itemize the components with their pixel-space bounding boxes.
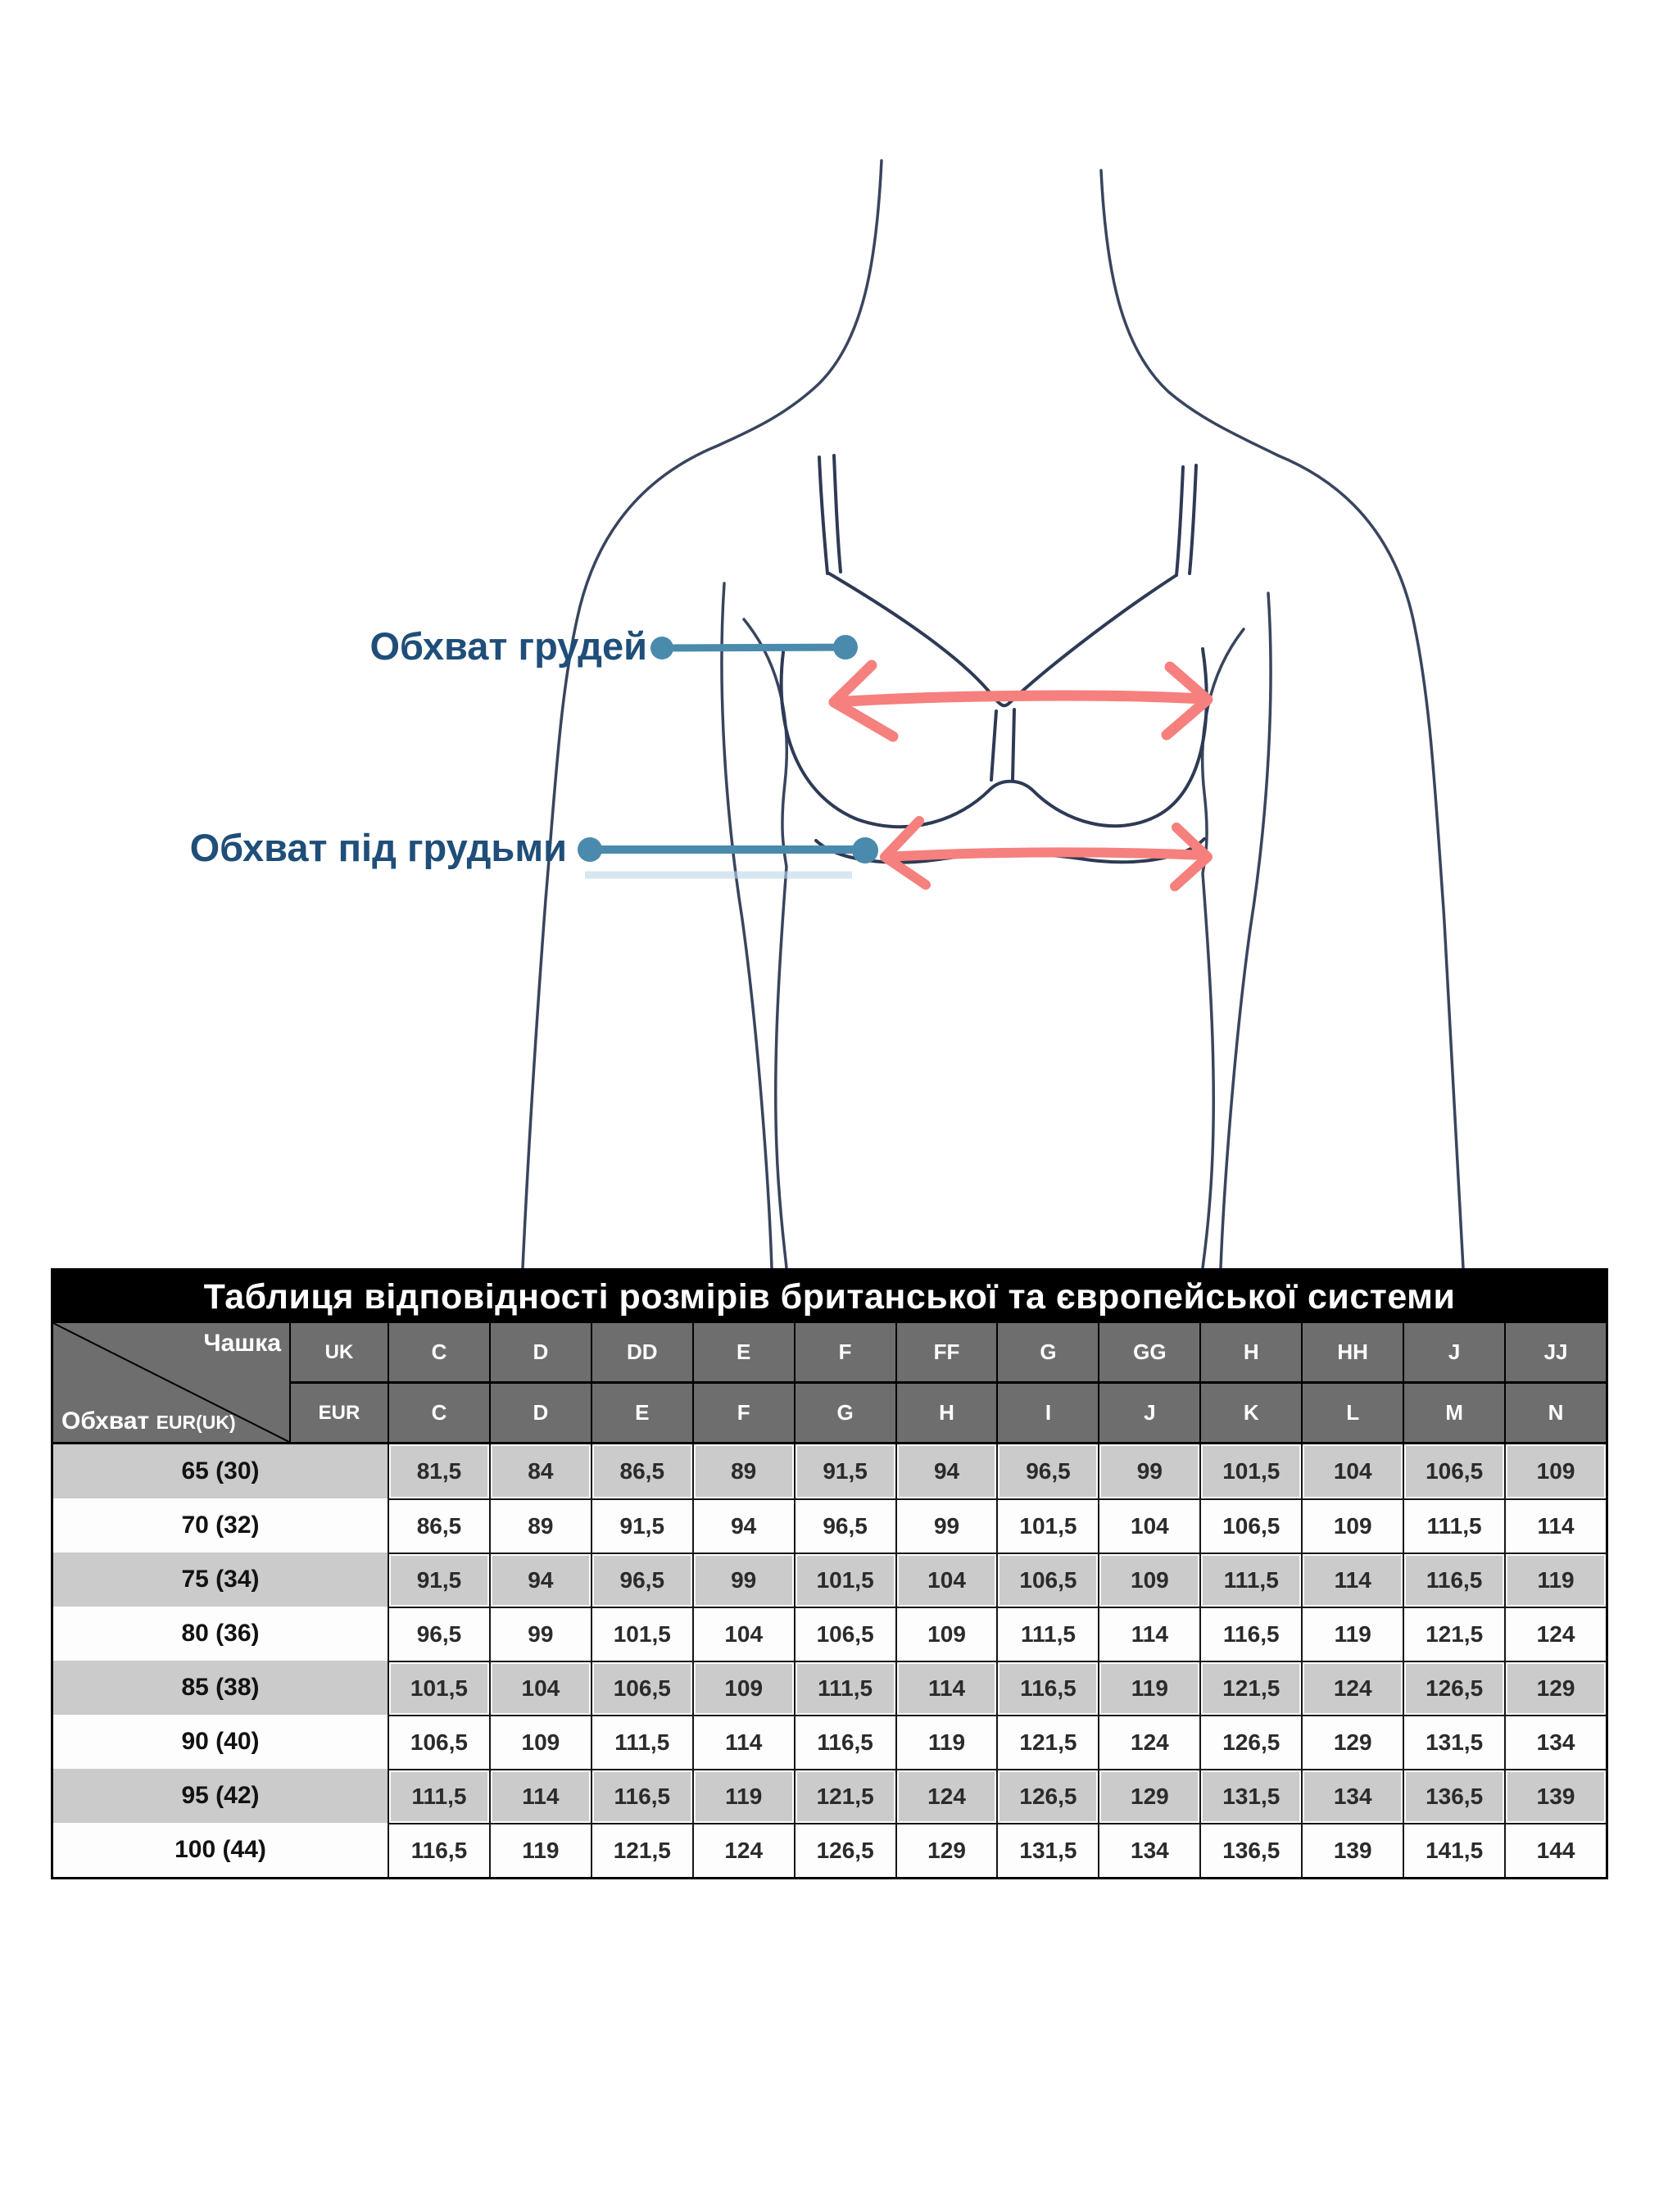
size-value-cell: 111,5 [1199,1552,1301,1607]
size-value-cell: 119 [692,1769,794,1823]
uk-cup-header: F [794,1323,895,1384]
cup-top-edges [829,573,1176,705]
center-gore-line-1 [991,711,996,780]
size-value-cell: 114 [1504,1498,1606,1552]
size-value-cell: 89 [692,1444,794,1498]
left-strap-line-2 [834,456,841,572]
size-value-cell: 104 [1301,1444,1403,1498]
size-value-cell: 114 [1098,1607,1199,1661]
size-value-cell: 94 [489,1552,591,1607]
band-row-label: 95 (42) [53,1769,388,1823]
size-value-cell: 114 [489,1769,591,1823]
underbust-pointer-dot-left [578,837,602,862]
eur-cup-header: N [1504,1384,1606,1444]
size-value-cell: 96,5 [591,1552,692,1607]
size-value-cell: 116,5 [1403,1552,1504,1607]
size-value-cell: 136,5 [1403,1769,1504,1823]
uk-cup-header: D [489,1323,591,1384]
eur-cup-header: G [794,1384,895,1444]
right-arm-inner-line [1221,593,1271,1268]
size-value-cell: 94 [895,1444,997,1498]
eur-cup-header: K [1199,1384,1301,1444]
size-value-cell: 104 [895,1552,997,1607]
size-value-cell: 129 [1098,1769,1199,1823]
center-gore-line-2 [1013,709,1014,780]
size-value-cell: 119 [1098,1661,1199,1715]
size-value-cell: 139 [1301,1823,1403,1877]
size-value-cell: 124 [1504,1607,1606,1661]
size-value-cell: 106,5 [591,1661,692,1715]
underbust-arrow [885,821,1208,886]
band-row-label: 80 (36) [53,1607,388,1661]
size-value-cell: 111,5 [794,1661,895,1715]
uk-cup-header: JJ [1504,1323,1606,1384]
corner-cell [53,1323,291,1444]
size-value-cell: 119 [895,1715,997,1769]
size-value-cell: 86,5 [591,1444,692,1498]
size-value-cell: 101,5 [591,1607,692,1661]
size-value-cell: 116,5 [996,1661,1098,1715]
size-value-cell: 116,5 [794,1715,895,1769]
corner-cup-label: Чашка [203,1330,281,1357]
size-value-cell: 119 [1301,1607,1403,1661]
size-value-cell: 121,5 [591,1823,692,1877]
uk-cup-header: C [388,1323,489,1384]
band-row-label: 70 (32) [53,1498,388,1552]
eur-system-label: EUR [291,1384,388,1444]
size-value-cell: 109 [895,1607,997,1661]
bust-label: Обхват грудей [369,624,647,668]
size-value-cell: 99 [895,1498,997,1552]
uk-cup-header: E [692,1323,794,1384]
size-value-cell: 114 [895,1661,997,1715]
eur-cup-header: F [692,1384,794,1444]
right-arm-outer-line [1278,456,1463,1268]
band-row-label: 100 (44) [53,1823,388,1877]
size-value-cell: 109 [1301,1498,1403,1552]
size-value-cell: 121,5 [794,1769,895,1823]
size-value-cell: 84 [489,1444,591,1498]
band-row-label: 75 (34) [53,1552,388,1607]
band-row-label: 65 (30) [53,1444,388,1498]
left-arm-inner-line [722,583,772,1268]
size-value-cell: 111,5 [388,1769,489,1823]
size-value-cell: 126,5 [1199,1715,1301,1769]
size-value-cell: 124 [895,1769,997,1823]
eur-cup-header: L [1301,1384,1403,1444]
neck-left-line [718,161,882,446]
size-value-cell: 124 [1098,1715,1199,1769]
size-value-cell: 111,5 [591,1715,692,1769]
size-grid [53,1323,1606,1877]
size-value-cell: 119 [1504,1552,1606,1607]
size-value-cell: 109 [489,1715,591,1769]
underbust-pointer-dot-right [852,837,878,863]
size-value-cell: 134 [1098,1823,1199,1877]
eur-cup-header: E [591,1384,692,1444]
size-value-cell: 109 [1504,1444,1606,1498]
bust-arrow [834,665,1208,737]
size-value-cell: 129 [895,1823,997,1877]
size-value-cell: 111,5 [996,1607,1098,1661]
size-value-cell: 96,5 [996,1444,1098,1498]
band-row-label: 85 (38) [53,1661,388,1715]
neck-right-line [1101,170,1278,456]
size-value-cell: 114 [692,1715,794,1769]
size-value-cell: 134 [1301,1769,1403,1823]
eur-cup-header: J [1098,1384,1199,1444]
size-value-cell: 126,5 [1403,1661,1504,1715]
eur-cup-header: I [996,1384,1098,1444]
size-value-cell: 106,5 [996,1552,1098,1607]
eur-cup-header: C [388,1384,489,1444]
size-value-cell: 106,5 [1403,1444,1504,1498]
size-value-cell: 104 [1098,1498,1199,1552]
size-value-cell: 106,5 [388,1715,489,1769]
size-value-cell: 116,5 [388,1823,489,1877]
size-value-cell: 91,5 [794,1444,895,1498]
size-value-cell: 101,5 [794,1552,895,1607]
size-value-cell: 91,5 [591,1498,692,1552]
bust-arrow-shaft [834,696,1204,702]
size-value-cell: 134 [1504,1715,1606,1769]
size-value-cell: 106,5 [1199,1498,1301,1552]
bust-pointer-line [650,635,858,660]
size-value-cell: 96,5 [388,1607,489,1661]
size-value-cell: 94 [692,1498,794,1552]
size-value-cell: 96,5 [794,1498,895,1552]
bust-pointer-dot-right [833,635,858,660]
uk-cup-header: HH [1301,1323,1403,1384]
size-value-cell: 101,5 [1199,1444,1301,1498]
uk-cup-header: H [1199,1323,1301,1384]
right-strap-line-1 [1176,467,1183,575]
right-strap-line-2 [1190,465,1196,573]
corner-band-label: Обхват EUR(UK) [61,1407,236,1435]
torso-outline [523,161,1463,1268]
uk-cup-header: J [1403,1323,1504,1384]
right-torso-line [1203,629,1244,1268]
uk-cup-header: DD [591,1323,692,1384]
size-value-cell: 111,5 [1403,1498,1504,1552]
size-value-cell: 124 [692,1823,794,1877]
size-value-cell: 131,5 [1403,1715,1504,1769]
size-value-cell: 121,5 [1199,1661,1301,1715]
eur-cup-header: D [489,1384,591,1444]
size-value-cell: 136,5 [1199,1823,1301,1877]
size-value-cell: 104 [692,1607,794,1661]
size-value-cell: 86,5 [388,1498,489,1552]
eur-cup-header: M [1403,1384,1504,1444]
size-value-cell: 129 [1301,1715,1403,1769]
size-value-cell: 109 [692,1661,794,1715]
size-table [51,1268,1608,1879]
underbust-pointer-line [578,837,878,875]
size-value-cell: 81,5 [388,1444,489,1498]
size-value-cell: 121,5 [1403,1607,1504,1661]
size-value-cell: 131,5 [1199,1769,1301,1823]
size-value-cell: 101,5 [996,1498,1098,1552]
size-value-cell: 124 [1301,1661,1403,1715]
size-value-cell: 131,5 [996,1823,1098,1877]
uk-system-label: UK [291,1323,388,1384]
eur-cup-header: H [895,1384,997,1444]
size-value-cell: 116,5 [1199,1607,1301,1661]
uk-cup-header: FF [895,1323,997,1384]
size-value-cell: 139 [1504,1769,1606,1823]
size-value-cell: 141,5 [1403,1823,1504,1877]
uk-cup-header: G [996,1323,1098,1384]
size-value-cell: 91,5 [388,1552,489,1607]
size-value-cell: 99 [489,1607,591,1661]
bust-pointer-dot-left [650,637,673,660]
size-value-cell: 101,5 [388,1661,489,1715]
size-value-cell: 99 [692,1552,794,1607]
size-value-cell: 126,5 [996,1769,1098,1823]
size-value-cell: 121,5 [996,1715,1098,1769]
size-value-cell: 116,5 [591,1769,692,1823]
size-value-cell: 119 [489,1823,591,1877]
left-strap-line-1 [819,457,827,573]
uk-cup-header: GG [1098,1323,1199,1384]
band-row-label: 90 (40) [53,1715,388,1769]
size-value-cell: 129 [1504,1661,1606,1715]
size-value-cell: 126,5 [794,1823,895,1877]
underbust-arrow-shaft [885,852,1206,857]
size-value-cell: 104 [489,1661,591,1715]
size-value-cell: 109 [1098,1552,1199,1607]
size-value-cell: 144 [1504,1823,1606,1877]
underbust-label: Обхват під грудьми [189,826,567,869]
size-value-cell: 99 [1098,1444,1199,1498]
size-value-cell: 89 [489,1498,591,1552]
table-title: Таблиця відповідності розмірів британської та європейської системи [53,1271,1606,1323]
size-value-cell: 106,5 [794,1607,895,1661]
size-value-cell: 114 [1301,1552,1403,1607]
